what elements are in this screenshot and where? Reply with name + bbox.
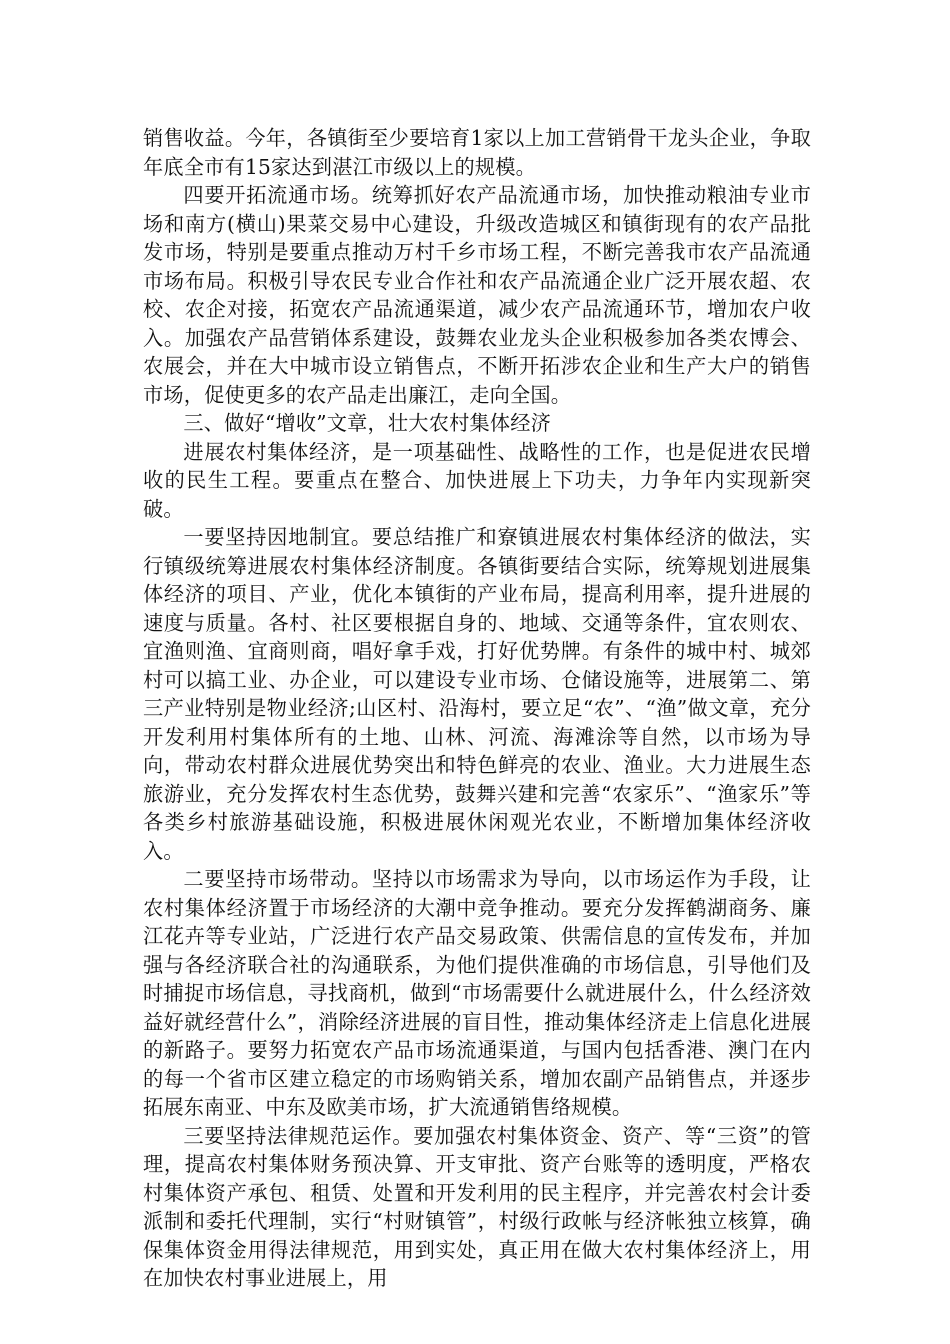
section-heading-3: 三、做好“增收”文章，壮大农村集体经济 [183,411,552,435]
paragraph-4: 进展农村集体经济，是一项基础性、战略性的工作，也是促进农民增收的民生工程。要重点在整合、加快进展上下功夫，力争年内实现新突破。 [143,439,811,521]
paragraph-5: 一要坚持因地制宜。要总结推广和寮镇进展农村集体经济的做法，实行镇级统筹进展农村集体经济制度。各镇街要结合实际，统筹规划进展集体经济的项目、产业，优化本镇街的产业布局，提高利用率，提升进展的速度与质量。各村、社区要根据自身的、地域、交通等条件，宜农则农、宜渔则渔、宜商则商，唱好拿手戏，打好优势牌。有条件的城中村、城郊村可以搞工业、办企业，可以建设专业市场、仓储设施等，进展第二、第三产业特别是物业经济;山区村、沿海村，要立足“农”、“渔”做文章，充分开发利用村集体所有的土地、山林、河流、海滩涂等自然，以市场为导向，带动农村群众进展优势突出和特色鲜亮的农业、渔业。大力进展生态旅游业，充分发挥农村生态优势，鼓舞兴建和完善“农家乐”、“渔家乐”等各类乡村旅游基础设施，积极进展休闲观光农业，不断增加集体经济收入。 [143,525,811,863]
paragraph-1: 销售收益。今年，各镇街至少要培育1家以上加工营销骨干龙头企业，争取年底全市有15家达到湛江市级以上的规模。 [143,126,811,179]
paragraph-2: 四要开拓流通市场。统筹抓好农产品流通市场，加快推动粮油专业市场和南方(横山)果菜交易中心建设，升级改造城区和镇街现有的农产品批发市场，特别是要重点推动万村千乡市场工程，不断完善我市农产品流通市场布局。积极引导农民专业合作社和农产品流通企业广泛开展农超、农校、农企对接，拓宽农产品流通渠道，减少农产品流通环节，增加农户收入。加强农产品营销体系建设，鼓舞农业龙头企业积极参加各类农博会、农展会，并在大中城市设立销售点，不断开拓涉农企业和生产大户的销售市场，促使更多的农产品走出廉江，走向全国。 [143,183,811,407]
paragraph-7: 三要坚持法律规范运作。要加强农村集体资金、资产、等“三资”的管理，提高农村集体财务预决算、开支审批、资产台账等的透明度，严格农村集体资产承包、租赁、处置和开发利用的民主程序，并完善农村会计委派制和委托代理制，实行“村财镇管”，村级行政帐与经济帐独立核算，确保集体资金用得法律规范，用到实处，真正用在做大农村集体经济上，用在加快农村事业进展上，用 [143,1123,811,1290]
paragraph-6: 二要坚持市场带动。坚持以市场需求为导向，以市场运作为手段，让农村集体经济置于市场经济的大潮中竞争推动。要充分发挥鹤湖商务、廉江花卉等专业站，广泛进行农产品交易政策、供需信息的宣传发布，并加强与各经济联合社的沟通联系，为他们提供准确的市场信息，引导他们及时捕捉市场信息，寻找商机，做到“市场需要什么就进展什么，什么经济效益好就经营什么”，消除经济进展的盲目性，推动集体经济走上信息化进展的新路子。要努力拓宽农产品市场流通渠道，与国内包括香港、澳门在内的每一个省市区建立稳定的市场购销关系，增加农副产品销售点，并逐步拓展东南亚、中东及欧美市场，扩大流通销售络规模。 [143,867,811,1119]
document-body [143,124,811,1293]
